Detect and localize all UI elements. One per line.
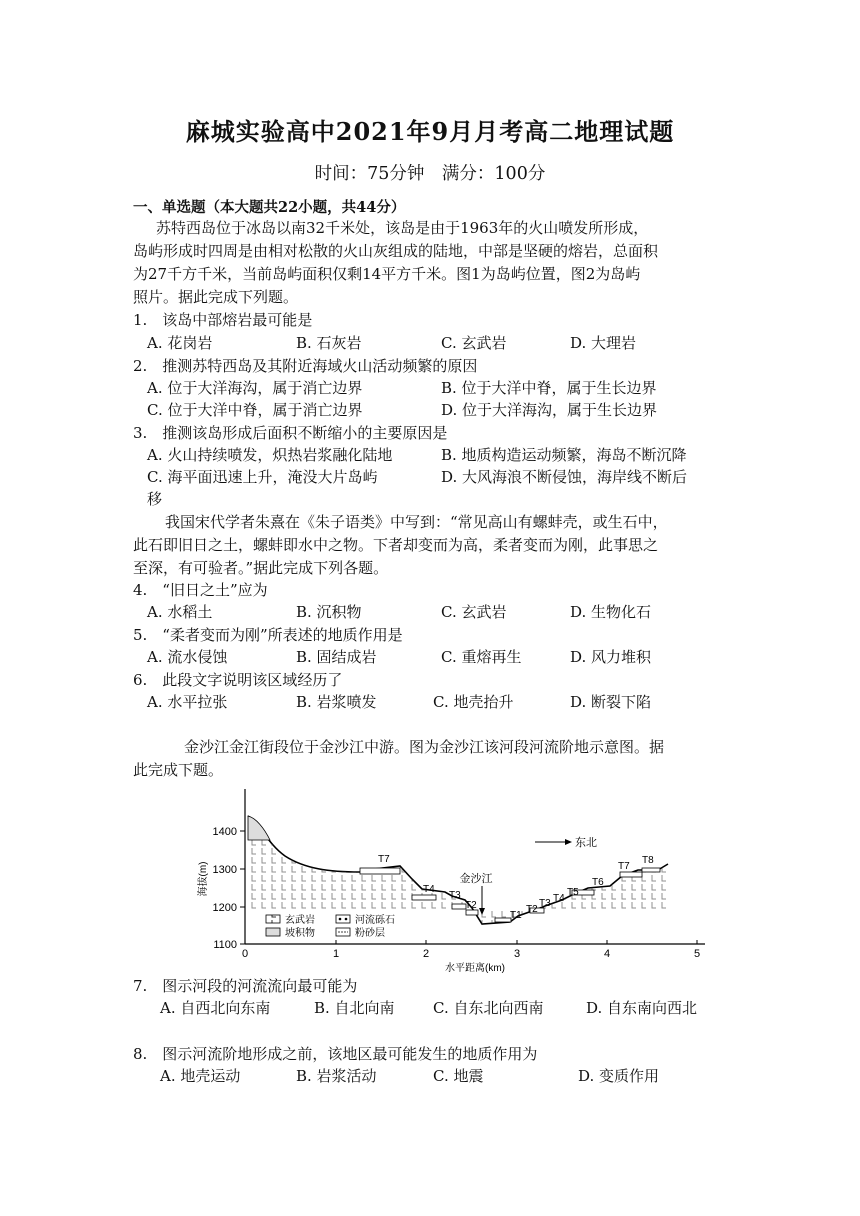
x-axis-title: 水平距离(km) bbox=[445, 963, 505, 974]
terrace-label: T4 bbox=[423, 884, 435, 895]
q1-option-b: B. 石灰岩 bbox=[296, 334, 362, 352]
q6-option-a: A. 水平拉张 bbox=[147, 693, 228, 711]
passage-3-line: 金沙江金江街段位于金沙江中游。图为金沙江该河段河流阶地示意图。据 bbox=[184, 738, 665, 756]
y-tick-label: 1100 bbox=[213, 939, 237, 951]
legend-label: 坡积物 bbox=[285, 928, 315, 939]
x-tick-label: 3 bbox=[513, 948, 521, 960]
passage-2-line: 至深，有可验者。”据此完成下列各题。 bbox=[133, 559, 389, 577]
y-axis-title: 海拔(m) bbox=[198, 861, 209, 897]
passage-1-line: 苏特西岛位于冰岛以南32千米处，该岛是由于1963年的火山喷发所形成， bbox=[156, 219, 649, 237]
x-tick-label: 4 bbox=[603, 948, 611, 960]
q3-option-d: D. 大风海浪不断侵蚀，海岸线不断后 bbox=[441, 468, 688, 486]
gravel-layer bbox=[620, 872, 642, 877]
passage-2-line: 我国宋代学者朱熹在《朱子语类》中写到：“常见高山有螺蚌壳，或生石中， bbox=[165, 513, 668, 531]
q3-option-b: B. 地质构造运动频繁，海岛不断沉降 bbox=[441, 446, 687, 464]
passage-2-line: 此石即旧日之土，螺蚌即水中之物。下者却变而为高，柔者变而为刚，此事思之 bbox=[133, 536, 659, 554]
x-tick-label: 1 bbox=[332, 948, 340, 960]
gravel-layer bbox=[452, 904, 466, 909]
q3-option-a: A. 火山持续喷发，炽热岩浆融化陆地 bbox=[147, 446, 393, 464]
passage-3-line: 此完成下题。 bbox=[133, 761, 224, 779]
gravel-layer bbox=[495, 918, 511, 922]
question-1-stem: 1. 该岛中部熔岩最可能是 bbox=[133, 311, 313, 329]
direction-label: 东北 bbox=[575, 837, 597, 849]
q7-option-d: D. 自东南向西北 bbox=[586, 999, 698, 1017]
gravel-layer bbox=[642, 868, 660, 872]
q8-option-d: D. 变质作用 bbox=[578, 1067, 660, 1085]
q5-option-b: B. 固结成岩 bbox=[296, 648, 377, 666]
question-5-stem: 5. “柔者变而为刚”所表述的地质作用是 bbox=[133, 626, 403, 644]
y-tick-label: 1300 bbox=[212, 864, 237, 876]
y-tick-label: 1400 bbox=[212, 826, 237, 838]
legend-label: 粉砂层 bbox=[355, 928, 385, 939]
terrace-label: T7 bbox=[618, 861, 630, 872]
q4-option-d: D. 生物化石 bbox=[570, 603, 652, 621]
q3-option-c: C. 海平面迅速上升，淹没大片岛屿 bbox=[147, 468, 378, 486]
q2-option-d: D. 位于大洋海沟，属于生长边界 bbox=[441, 401, 658, 419]
slope-deposit bbox=[248, 816, 270, 840]
q8-option-a: A. 地壳运动 bbox=[160, 1067, 241, 1085]
q4-option-c: C. 玄武岩 bbox=[441, 603, 507, 621]
terrace-label: T2 bbox=[465, 900, 477, 911]
q1-option-a: A. 花岗岩 bbox=[147, 334, 213, 352]
q8-option-c: C. 地震 bbox=[433, 1067, 484, 1085]
q6-option-c: C. 地壳抬升 bbox=[433, 693, 514, 711]
q5-option-c: C. 重熔再生 bbox=[441, 648, 522, 666]
passage-1-line: 照片。据此完成下列题。 bbox=[133, 288, 299, 306]
figure-legend bbox=[266, 913, 395, 939]
x-tick-label: 0 bbox=[241, 948, 249, 960]
terrace-label: T3 bbox=[449, 890, 461, 901]
legend-label: 玄武岩 bbox=[285, 915, 315, 926]
q8-option-b: B. 岩浆活动 bbox=[296, 1067, 377, 1085]
q5-option-a: A. 流水侵蚀 bbox=[147, 648, 228, 666]
section-heading: 一、单选题（本大题共22小题，共44分） bbox=[133, 199, 406, 216]
q6-option-d: D. 断裂下陷 bbox=[570, 693, 652, 711]
q7-option-a: A. 自西北向东南 bbox=[160, 999, 271, 1017]
page-title: 麻城实验高中2021年9月月考高二地理试题 bbox=[185, 117, 675, 146]
q3-option-d-cont: 移 bbox=[147, 490, 163, 508]
river-terrace-figure bbox=[190, 784, 710, 974]
question-4-stem: 4. “旧日之土”应为 bbox=[133, 581, 268, 599]
terrace-label: T2 bbox=[526, 904, 538, 915]
passage-1-line: 岛屿形成时四周是由相对松散的火山灰组成的陆地，中部是坚硬的熔岩，总面积 bbox=[133, 242, 659, 260]
q4-option-a: A. 水稻土 bbox=[147, 603, 213, 621]
terrace-label: T7 bbox=[378, 854, 390, 865]
x-tick-label: 2 bbox=[422, 948, 430, 960]
passage-1-line: 为27千方千米，当前岛屿面积仅剩14平方千米。图1为岛屿位置，图2为岛屿 bbox=[133, 265, 641, 283]
exam-info: 时间：75分钟 满分：100分 bbox=[314, 164, 546, 184]
q1-option-d: D. 大理岩 bbox=[570, 334, 637, 352]
terrace-label: T5 bbox=[567, 887, 579, 898]
q2-option-c: C. 位于大洋中脊，属于消亡边界 bbox=[147, 401, 363, 419]
q4-option-b: B. 沉积物 bbox=[296, 603, 362, 621]
terrace-label: T3 bbox=[539, 898, 551, 909]
question-8-stem: 8. 图示河流阶地形成之前，该地区最可能发生的地质作用为 bbox=[133, 1045, 538, 1063]
q5-option-d: D. 风力堆积 bbox=[570, 648, 652, 666]
terrace-label: T1 bbox=[510, 910, 522, 921]
q6-option-b: B. 岩浆喷发 bbox=[296, 693, 377, 711]
gravel-layer bbox=[360, 868, 400, 874]
terrace-label: T6 bbox=[592, 877, 604, 888]
question-2-stem: 2. 推测苏特西岛及其附近海域火山活动频繁的原因 bbox=[133, 357, 478, 375]
terrace-label: T8 bbox=[642, 855, 654, 866]
gravel-layer bbox=[412, 895, 436, 900]
q1-option-c: C. 玄武岩 bbox=[441, 334, 507, 352]
river-label: 金沙江 bbox=[459, 873, 493, 885]
question-6-stem: 6. 此段文字说明该区域经历了 bbox=[133, 671, 343, 689]
x-tick-label: 5 bbox=[693, 948, 701, 960]
q7-option-b: B. 自北向南 bbox=[314, 999, 395, 1017]
y-tick-label: 1200 bbox=[212, 902, 237, 914]
q2-option-b: B. 位于大洋中脊，属于生长边界 bbox=[441, 379, 657, 397]
q7-option-c: C. 自东北向西南 bbox=[433, 999, 544, 1017]
terrace-label: T4 bbox=[553, 893, 565, 904]
question-3-stem: 3. 推测该岛形成后面积不断缩小的主要原因是 bbox=[133, 424, 448, 442]
legend-label: 河流砾石 bbox=[355, 915, 395, 926]
q2-option-a: A. 位于大洋海沟，属于消亡边界 bbox=[147, 379, 363, 397]
question-7-stem: 7. 图示河段的河流流向最可能为 bbox=[133, 977, 358, 995]
